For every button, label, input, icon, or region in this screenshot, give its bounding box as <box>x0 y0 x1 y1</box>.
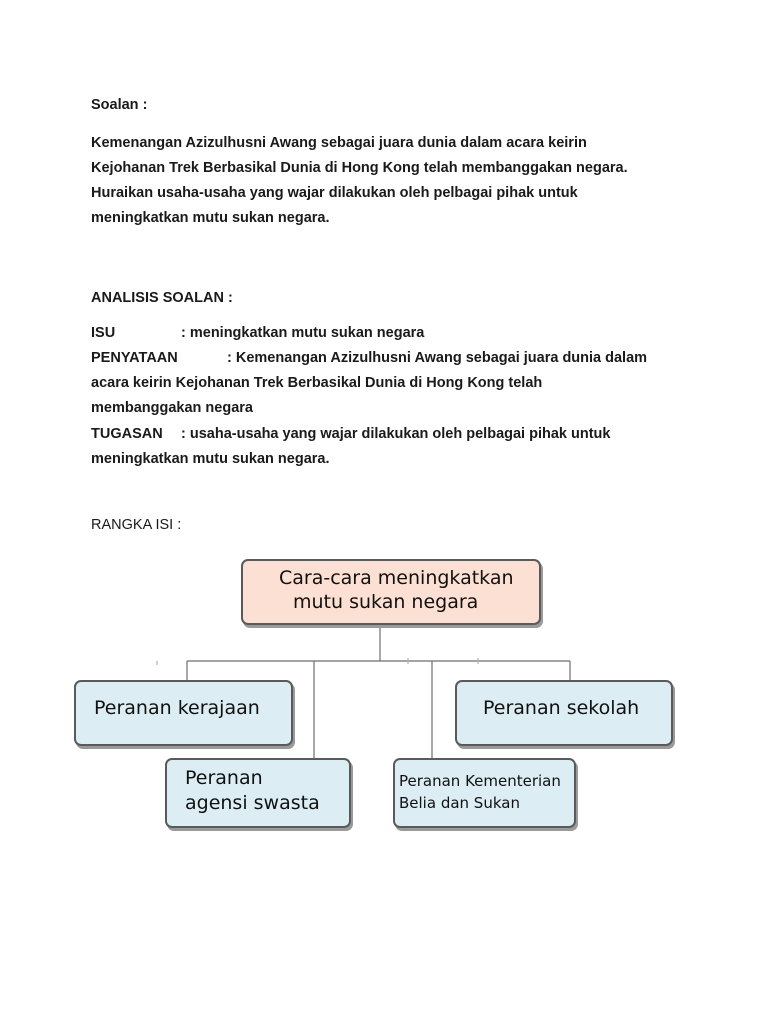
isu-label: ISU <box>91 325 116 341</box>
swasta-line: agensi swasta <box>185 792 320 814</box>
diagram-box-kementerian <box>393 758 576 828</box>
kerajaan-label: Peranan kerajaan <box>94 697 260 719</box>
soalan-line: meningkatkan mutu sukan negara. <box>91 210 330 226</box>
tugasan-row <box>91 422 610 447</box>
diagram-box-sekolah <box>455 680 673 746</box>
diagram-box-kerajaan <box>74 680 293 746</box>
penyataan-line: acara keirin Kejohanan Trek Berbasikal Dunia di Hong Kong telah <box>91 375 543 391</box>
soalan-line: Kejohanan Trek Berbasikal Dunia di Hong Kong telah membanggakan negara. <box>91 160 628 176</box>
sekolah-label: Peranan sekolah <box>483 697 640 719</box>
analisis-heading: ANALISIS SOALAN : <box>91 290 233 306</box>
kementerian-line: Belia dan Sukan <box>399 794 520 812</box>
soalan-line: Huraikan usaha-usaha yang wajar dilakukan oleh pelbagai pihak untuk <box>91 185 578 201</box>
soalan-heading: Soalan : <box>91 97 148 113</box>
diagram-box-swasta <box>165 758 351 828</box>
penyataan-row <box>91 346 647 371</box>
penyataan-line: membanggakan negara <box>91 400 253 416</box>
soalan-paragraph <box>91 131 691 231</box>
tugasan-line: meningkatkan mutu sukan negara. <box>91 451 330 467</box>
soalan-line: Kemenangan Azizulhusni Awang sebagai juara dunia dalam acara keirin <box>91 135 587 151</box>
tugasan-text: : usaha-usaha yang wajar dilakukan oleh pelbagai pihak untuk <box>181 426 611 442</box>
diagram-root-box <box>241 559 541 625</box>
root-line: Cara-cara meningkatkan <box>279 567 514 589</box>
rangka-heading: RANGKA ISI : <box>91 517 182 533</box>
isu-row <box>91 321 424 346</box>
penyataan-label: PENYATAAN <box>91 350 178 366</box>
tugasan-label: TUGASAN <box>91 426 163 442</box>
isu-text: : meningkatkan mutu sukan negara <box>181 325 425 341</box>
kementerian-line: Peranan Kementerian <box>399 772 561 790</box>
swasta-line: Peranan <box>185 767 263 789</box>
root-line: mutu sukan negara <box>293 591 479 613</box>
penyataan-text: : Kemenangan Azizulhusni Awang sebagai juara dunia dalam <box>227 350 648 366</box>
